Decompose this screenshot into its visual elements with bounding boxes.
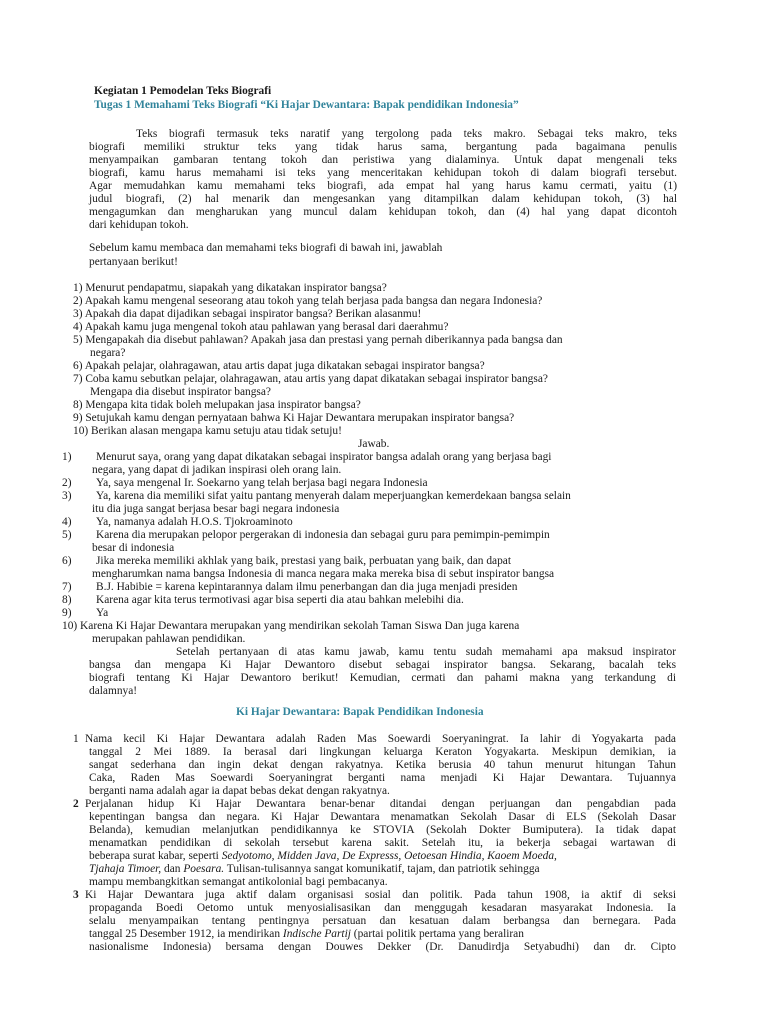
answer-item: Karena agar kita terus termotivasi agar bisa seperti dia atau bahkan melebihi dia. [96, 594, 464, 606]
answer-item-cont: besar di indonesia [92, 542, 175, 554]
answer-number: 5) [62, 529, 72, 541]
paragraph-line: Perjalanan hidup Ki Hajar Dewantara benar-benar ditandai dengan perjuangan dan pengabdian pada [85, 798, 676, 810]
paragraph-line: menamatkan pendidikan di sekolah tersebut karena sakit. Setelah itu, ia bekerja sebagai wartawan di [89, 837, 676, 849]
question-item: 8) Mengapa kita tidak boleh melupakan jasa inspirator bangsa? [73, 399, 361, 411]
paragraph-line: tanggal 2 Mei 1889. Ia berasal dari lingkungan keluarga Keraton Yogyakarta. Meskipun demikian, ia [89, 746, 676, 758]
question-item: 2) Apakah kamu mengenal seseorang atau tokoh yang telah berjasa pada bangsa dan negara Indonesia? [73, 295, 543, 307]
intro-line: dari kehidupan tokoh. [89, 219, 189, 231]
intro-line: Agar memudahkan kamu memahami teks biografi, ada empat hal yang harus kamu cermati, yaitu (1) [89, 180, 677, 192]
paragraph-line: Belanda), kemudian melanjutkan pendidikannya ke STOVIA (Sekolah Dokter Bumiputera). Ia tidak dapat [89, 824, 676, 836]
paragraph-number: 3 [73, 889, 79, 901]
paragraph-line: sangat sederhana dan ingin dekat dengan rakyatnya. Ketika berusia 40 tahun menurut hitungan Tahun [89, 759, 676, 771]
answer-number: 6) [62, 555, 72, 567]
question-item-cont: Mengapa dia disebut inspirator bangsa? [90, 386, 271, 398]
answer-number: 9) [62, 607, 72, 619]
answer-item: Ya, saya mengenal Ir. Soekarno yang telah berjasa bagi negara Indonesia [96, 477, 428, 489]
answer-item: Menurut saya, orang yang dapat dikatakan sebagai inspirator bangsa adalah orang yang berjasa bagi [96, 451, 552, 463]
instruction-line: pertanyaan berikut! [89, 256, 178, 268]
answer-number: 3) [62, 490, 72, 502]
paragraph-line: tanggal 25 Desember 1912, ia mendirikan Indische Partij (partai politik pertama yang beraliran [89, 928, 524, 940]
question-item-cont: negara? [90, 347, 126, 359]
after-line: Setelah pertanyaan di atas kamu jawab, kamu tentu sudah memahami apa maksud inspirator [176, 646, 676, 658]
question-item: 10) Berikan alasan mengapa kamu setuju atau tidak setuju! [73, 425, 342, 437]
biography-title: Ki Hajar Dewantara: Bapak Pendidikan Indonesia [236, 706, 484, 718]
answer-item: B.J. Habibie = karena kepintarannya dalam ilmu penerbangan dan dia juga menjadi presiden [96, 581, 518, 593]
paragraph-line: Ki Hajar Dewantara juga aktif dalam organisasi sosial dan politik. Pada tahun 1908, ia aktif di seksi [85, 889, 676, 901]
answer-heading: Jawab. [358, 438, 390, 450]
answer-number: 7) [62, 581, 72, 593]
paragraph-number: 2 [73, 798, 79, 810]
instruction-line: Sebelum kamu membaca dan memahami teks biografi di bawah ini, jawablah [89, 242, 443, 254]
answer-number: 8) [62, 594, 72, 606]
after-line: dalamnya! [89, 685, 138, 697]
answer-item: Ya [96, 607, 109, 619]
question-item: 5) Mengapakah dia disebut pahlawan? Apakah jasa dan prestasi yang pernah diberikannya pada bangsa dan [73, 334, 563, 346]
paragraph-line: beberapa surat kabar, seperti Sedyotomo, Midden Java, De Expresss, Oetoesan Hindia, Kaoem Moeda, [89, 850, 557, 862]
question-item: 6) Apakah pelajar, olahragawan, atau artis dapat juga dikatakan sebagai inspirator bangsa? [73, 360, 485, 372]
answer-item: Karena dia merupakan pelopor pergerakan di indonesia dan sebagai guru para pemimpin-pemimpin [96, 529, 550, 541]
answer-item-cont: mengharumkan nama bangsa Indonesia di manca negara maka mereka bisa di sebut inspirator bangsa [92, 568, 555, 580]
question-item: 4) Apakah kamu juga mengenal tokoh atau pahlawan yang berasal dari daerahmu? [73, 321, 449, 333]
question-item: 7) Coba kamu sebutkan pelajar, olahragawan, atau artis yang dapat dikatakan sebagai inspirator bangsa? [73, 373, 548, 385]
answer-item-cont: itu dia juga sangat berjasa besar bagi negara indonesia [92, 503, 340, 515]
intro-line: Teks biografi termasuk teks naratif yang tergolong pada teks makro. Sebagai teks makro, teks [136, 128, 677, 140]
paragraph-line: propaganda Boedi Oetomo untuk menyosialisasikan dan menggugah kesadaran masyarakat Indonesia. Ia [89, 902, 676, 914]
after-line: biografi tentang Ki Hajar Dewantoro berikut! Kemudian, cermati dan pahami makna yang terkandung di [89, 672, 676, 684]
intro-line: biografi, kamu harus memahami isi teks yang menceritakan kehidupan tokoh di dalam biografi tersebut. [89, 167, 677, 179]
paragraph-line: mampu membangkitkan semangat antikolonial bagi pembacanya. [89, 876, 388, 888]
answer-item-cont: merupakan pahlawan pendidikan. [92, 633, 246, 645]
answer-item: Ya, namanya adalah H.O.S. Tjokroaminoto [96, 516, 293, 528]
answer-number: 4) [62, 516, 72, 528]
after-line: bangsa dan mengapa Ki Hajar Dewantoro disebut sebagai inspirator bangsa. Sekarang, bacalah teks [89, 659, 676, 671]
paragraph-line: Tjahaja Timoer, dan Poesara. Tulisan-tulisannya sangat komunikatif, tajam, dan patriotik sehingga [89, 863, 540, 875]
question-item: 1) Menurut pendapatmu, siapakah yang dikatakan inspirator bangsa? [73, 282, 387, 294]
task-title: Tugas 1 Memahami Teks Biografi “Ki Hajar Dewantara: Bapak pendidikan Indonesia” [94, 99, 519, 111]
intro-line: judul biografi, (2) hal menarik dan mengesankan yang ditampilkan dalam kehidupan tokoh, (3) hal [89, 193, 677, 205]
page-heading: Kegiatan 1 Pemodelan Teks Biografi [94, 85, 272, 97]
answer-number: 2) [62, 477, 72, 489]
paragraph-line: Nama kecil Ki Hajar Dewantara adalah Raden Mas Soewardi Soeryaningrat. Ia lahir di Yogyakarta pada [85, 733, 676, 745]
intro-line: mengagumkan dan mengharukan yang muncul dalam kehidupan tokoh, dan (4) hal yang dapat dicontoh [89, 206, 677, 218]
paragraph-line: berganti nama adalah agar ia dapat bebas dekat dengan rakyatnya. [89, 785, 390, 797]
paragraph-line: selalu menyampaikan tentang pentingnya persatuan dan kesatuan dalam berbangsa dan bernegara. Pada [89, 915, 676, 927]
answer-item-cont: negara, yang dapat di jadikan inspirasi oleh orang lain. [92, 464, 342, 476]
paragraph-line: kepentingan bangsa dan negara. Ki Hajar Dewantara menamatkan Sekolah Dasar di ELS (Sekolah Dasar [89, 811, 676, 823]
intro-line: menyampaikan gambaran tentang tokoh dan peristiwa yang dialaminya. Untuk dapat mengenali teks [89, 154, 677, 166]
answer-item: Ya, karena dia memiliki sifat yaitu pantang menyerah dalam meperjuangkan kemerdekaan bangsa selain [96, 490, 571, 502]
answer-item: 10) Karena Ki Hajar Dewantara merupakan yang mendirikan sekolah Taman Siswa Dan juga karena [62, 620, 520, 632]
answer-item: Jika mereka memiliki akhlak yang baik, prestasi yang baik, perbuatan yang baik, dan dapat [96, 555, 511, 567]
intro-line: biografi memiliki struktur teks yang tidak harus sama, bergantung pada bagaimana penulis [89, 141, 677, 153]
question-item: 9) Setujukah kamu dengan pernyataan bahwa Ki Hajar Dewantara merupakan inspirator bangsa? [73, 412, 515, 424]
paragraph-line: nasionalisme Indonesia) bersama dengan Douwes Dekker (Dr. Danudirdja Setyabudhi) dan dr. Cipto [89, 941, 676, 953]
answer-number: 1) [62, 451, 72, 463]
paragraph-line: Caka, Raden Mas Soewardi Soeryaningrat berganti nama menjadi Ki Hajar Dewantara. Tujuannya [89, 772, 676, 784]
paragraph-number: 1 [73, 733, 79, 745]
question-item: 3) Apakah dia dapat dijadikan sebagai inspirator bangsa? Berikan alasanmu! [73, 308, 422, 320]
